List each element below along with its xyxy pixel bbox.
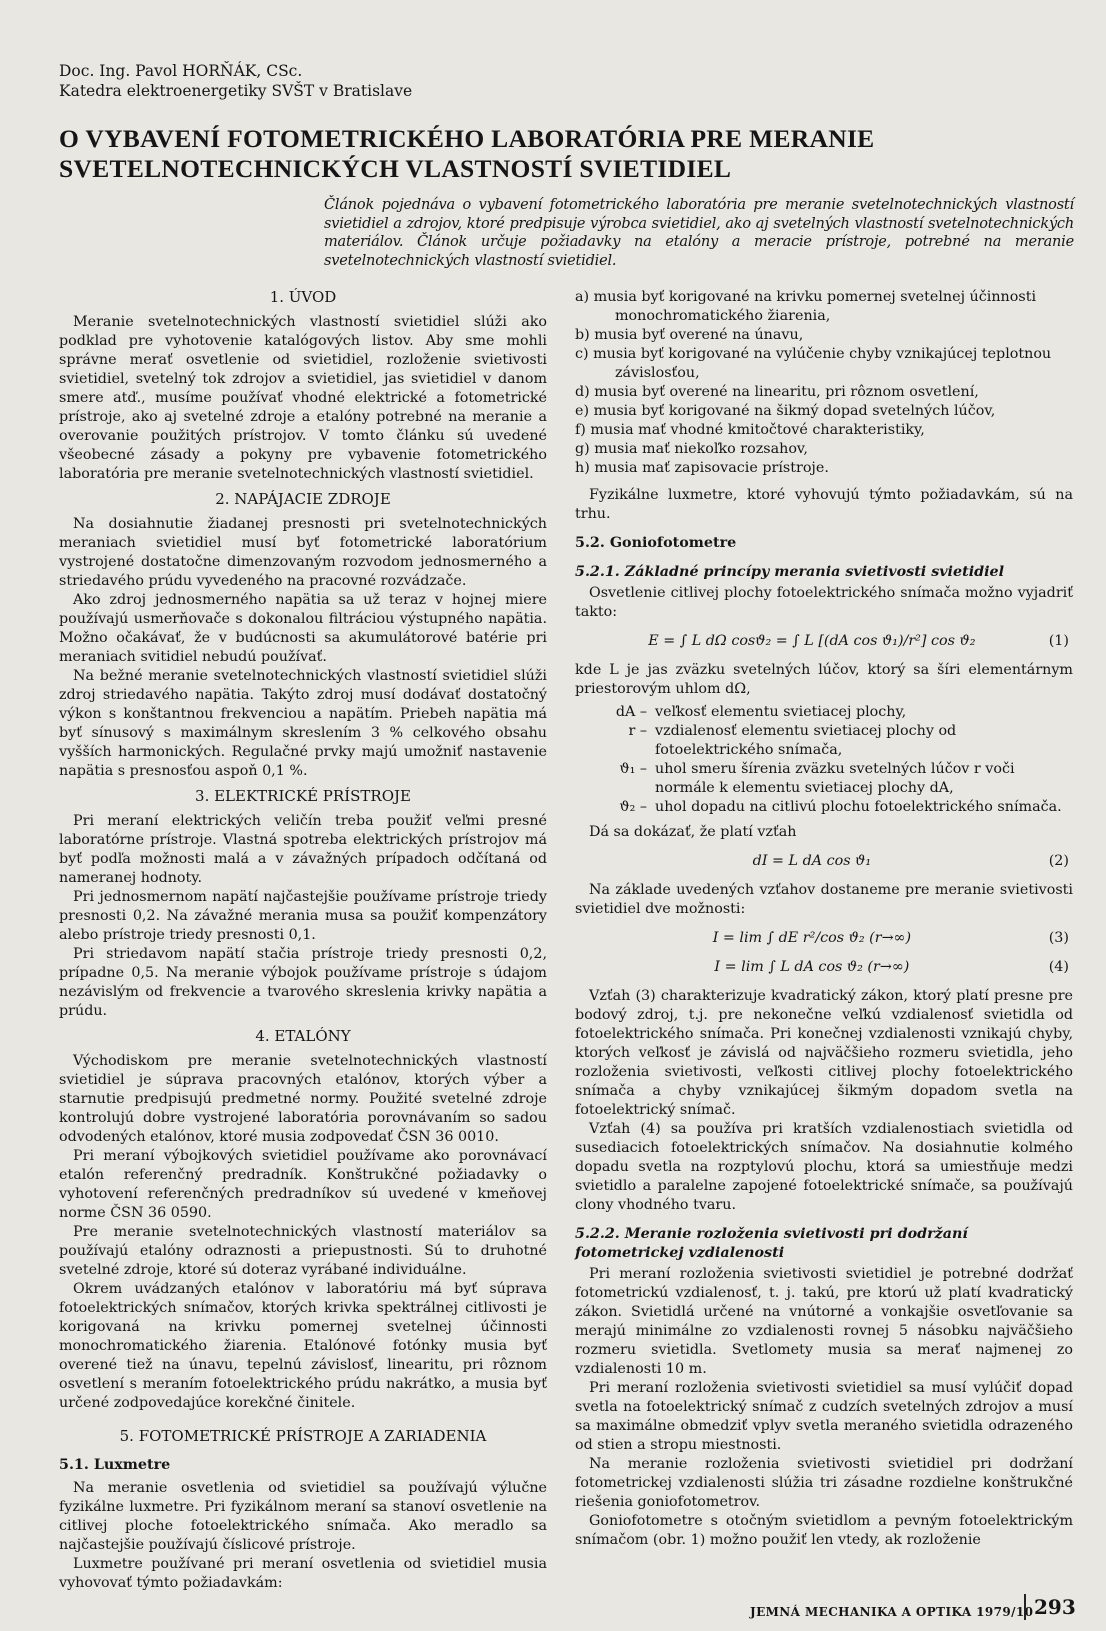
paragraph: Pre meranie svetelnotechnických vlastností materiálov sa používajú etalóny odraznosti a priepustnosti. Sú to druhotné svetelné zdroje, ktoré sú doteraz vyrábané individuálne. <box>59 1224 547 1278</box>
symbol: ϑ₂ – <box>619 799 647 815</box>
equation-4 <box>575 958 1073 977</box>
paragraph: Vzťah (4) sa používa pri kratších vzdialenostiach svietidla od susediacich fotoelektrických snímačov. Na dosiahnutie kolmého dopadu svetla na rozptylovú plochu, ktorá sa umiestňuje medzi svietidlo a paralelne zapojené fotoelektrické snímače, sa používajú clony vhodného tvaru. <box>575 1121 1073 1213</box>
symbol: r – <box>628 723 647 739</box>
paragraph: Luxmetre používané pri meraní osvetlenia od svietidiel musia vyhovovať týmto požiadavkám: <box>59 1556 547 1591</box>
subsection-heading-5-2-1: 5.2.1. Základné princípy merania svietivosti svietidiel <box>575 564 1005 580</box>
subsection-heading-5-2-2: 5.2.2. Meranie rozloženia svietivosti pri dodržaní fotometrickej vzdialenosti <box>575 1226 968 1261</box>
paragraph: Na dosiahnutie žiadanej presnosti pri svetelnotechnických meraniach svietidiel musí byť fotometrické laboratórium vystrojené dostatočne dimenzovaným rozvodom jednosmerného a striedavého prúdu vyvedeného na pracovné rozvádzače. <box>59 516 547 589</box>
list-item: e) musia byť korigované na šikmý dopad svetelných lúčov, <box>575 403 996 419</box>
symbol: ϑ₁ – <box>619 761 647 777</box>
equation-number: (4) <box>1048 959 1069 975</box>
equation-1 <box>575 632 1073 651</box>
equation-body: I = lim ∫ dE r²/cos ϑ₂ (r→∞) <box>712 930 912 946</box>
paragraph: Goniofotometre s otočným svietidlom a pevným fotoelektrickým snímačom (obr. 1) možno použiť len vtedy, ak rozloženie <box>575 1513 1073 1548</box>
paragraph: Pri meraní rozloženia svietivosti svietidiel je potrebné dodržať fotometrickú vzdialenosť, t. j. takú, pre ktorú už platí kvadratický zákon. Svietidlá určené na vnútorné a vonkajšie osvetľovanie sa merajú minimálne zo vzdialenosti rovnej 5 násobku najväčšieho rozmeru svietidla. Svetlomety musia sa merať najmenej zo vzdialenosti 10 m. <box>575 1266 1073 1377</box>
subsection-heading-5-2: 5.2. Goniofotometre <box>575 535 737 551</box>
list-item: a) musia byť korigované na krivku pomernej svetelnej účinnosti monochromatického žiarenia, <box>575 289 1037 324</box>
paragraph: Vzťah (3) charakterizuje kvadratický zákon, ktorý platí presne pre bodový zdroj, t.j. pre nekonečne veľkú vzdialenosť svietidla od fotoelektrického snímača. Pri konečnej vzdialenosti vznikajú chyby, ktorých veľkosť je závislá od najväčšieho rozmeru svietidla, jeho rozloženia svietivosti, veľkosti citlivej plochy fotoelektrického snímača a chyby vznikajúcej šikmým dopadom svetla na fotoelektrický snímač. <box>575 988 1073 1118</box>
author-name: Doc. Ing. Pavol HORŇÁK, CSc. <box>59 62 303 80</box>
paragraph: Dá sa dokázať, že platí vzťah <box>589 824 797 840</box>
symbol-row <box>575 722 1073 760</box>
list-item: d) musia byť overené na linearitu, pri rôznom osvetlení, <box>575 384 979 400</box>
equation-number: (3) <box>1048 930 1069 946</box>
equation-2 <box>575 852 1073 871</box>
requirements-list <box>575 288 1073 478</box>
journal-footer: JEMNÁ MECHANIKA A OPTIKA 1979/10 <box>750 1605 1034 1619</box>
right-column <box>575 288 1073 1550</box>
symbol-row <box>575 703 1073 722</box>
paragraph: Osvetlenie citlivej plochy fotoelektrického snímača možno vyjadriť takto: <box>575 585 1073 620</box>
author-block <box>59 61 412 101</box>
symbol-description: vzdialenosť elementu svietiacej plochy od fotoelektrického snímača, <box>655 723 957 758</box>
equation-number: (2) <box>1048 853 1069 869</box>
left-column <box>59 288 547 1593</box>
list-item: f) musia mať vhodné kmitočtové charakteristiky, <box>575 422 925 438</box>
paragraph: Ako zdroj jednosmerného napätia sa už teraz v hojnej miere používajú usmerňovače s dokonalou filtráciou výstupného napätia. Možno očakávať, že v budúcnosti sa akumulátorové batérie pri meraniach svitidiel nebudú používať. <box>59 592 547 665</box>
equation-3 <box>575 929 1073 948</box>
abstract: Článok pojednáva o vybavení fotometrického laboratória pre meranie svetelnotechnických vlastností svietidiel a zdrojov, ktoré predpisuje výrobca svietidiel, ako aj svetelných vlastností svetelnotechnických materiálov. Článok určuje požiadavky na etalóny a meracie prístroje, potrebné na meranie svetelnotechnických vlastností svietidiel. <box>324 197 1074 269</box>
paragraph: Na meranie rozloženia svietivosti svietidiel pri dodržaní fotometrickej vzdialenosti slúžia tri zásadne rozdielne konštrukčné riešenia goniofotometrov. <box>575 1456 1073 1510</box>
article-title: O VYBAVENÍ FOTOMETRICKÉHO LABORATÓRIA PRE MERANIE SVETELNOTECHNICKÝCH VLASTNOSTÍ SVIETIDIEL <box>59 124 875 183</box>
symbol-definitions <box>575 703 1073 817</box>
paragraph: Pri striedavom napätí stačia prístroje triedy presnosti 0,2, prípadne 0,5. Na meranie výbojok používame prístroje s údajom nezávislým od frekvencie a tvarového skreslenia krivky napätia a prúdu. <box>59 946 547 1019</box>
paragraph: Pri meraní elektrických veličín treba použiť veľmi presné laboratórne prístroje. Vlastná spotreba elektrických prístrojov má byť podľa možnosti malá a v závažných prípadoch odčítaná od nameranej hodnoty. <box>59 813 547 886</box>
symbol-description: uhol smeru šírenia zväzku svetelných lúčov r voči normále k elementu svietiacej plochy dA, <box>655 761 1015 796</box>
section-heading-2: 2. NAPÁJACIE ZDROJE <box>215 490 391 508</box>
list-item: c) musia byť korigované na vylúčenie chyby vznikajúcej teplotnou závislosťou, <box>575 346 1052 381</box>
list-item: g) musia mať niekoľko rozsahov, <box>575 441 808 457</box>
list-item: b) musia byť overené na únavu, <box>575 327 804 343</box>
paragraph: Meranie svetelnotechnických vlastností svietidiel slúži ako podklad pre vyhotovenie katalógových listov. Aby sme mohli správne merať osvetlenie od svietidiel, rozloženie svietivosti svietidiel, svetelný tok zdrojov a svietidiel, jas svietidiel v danom smere atď., musíme používať vhodné elektrické a fotometrické prístroje, ako aj svetelné zdroje a etalóny potrebné na meranie a overovanie použitých prístrojov. V tomto článku sú uvedené všeobecné zásady a pokyny pre vybavenie fotometrického laboratória pre meranie svetelnotechnických vlastností svietidiel. <box>59 314 547 482</box>
paragraph: Pri jednosmernom napätí najčastejšie používame prístroje triedy presnosti 0,2. Na závažné merania musa sa použiť kompenzátory alebo prístroje triedy presnosti 0,1. <box>59 889 547 943</box>
section-heading-5: 5. FOTOMETRICKÉ PRÍSTROJE A ZARIADENIA <box>119 1427 487 1445</box>
equation-number: (1) <box>1048 633 1069 649</box>
paragraph: Pri meraní výbojkových svietidiel používame ako porovnávací etalón referenčný predradník. Konštrukčné požiadavky o vyhotovení referenčných predradníkov sú uvedené v kmeňovej norme ČSN 36 0590. <box>59 1148 547 1221</box>
paragraph: Na meranie osvetlenia od svietidiel sa používajú výlučne fyzikálne luxmetre. Pri fyzikálnom meraní sa stanoví osvetlenie na citlivej ploche fotoelektrického snímača. Ako meradlo sa najčastejšie používajú číslicové prístroje. <box>59 1480 547 1553</box>
list-item: h) musia mať zapisovacie prístroje. <box>575 460 829 476</box>
paragraph: kde L je jas zväzku svetelných lúčov, ktorý sa šíri elementárnym priestorovým uhlom dΩ, <box>575 662 1073 697</box>
symbol: dA – <box>615 704 647 720</box>
section-heading-4: 4. ETALÓNY <box>255 1027 351 1045</box>
paragraph: Východiskom pre meranie svetelnotechnických vlastností svietidiel je súprava pracovných etalónov, ktorých výber a starnutie predpisujú predmetné normy. Použité svetelné zdroje kontrolujú dobre vystrojené laboratória porovnávaním so sadou odvodených etalónov, ktoré musia zodpovedať ČSN 36 0010. <box>59 1053 547 1145</box>
page-number: 293 <box>1024 1594 1076 1620</box>
equation-body: I = lim ∫ L dA cos ϑ₂ (r→∞) <box>714 959 910 975</box>
symbol-description: veľkosť elementu svietiacej plochy, <box>655 704 907 720</box>
subsection-heading-5-1: 5.1. Luxmetre <box>59 1457 171 1473</box>
symbol-row <box>575 760 1073 798</box>
section-heading-3: 3. ELEKTRICKÉ PRÍSTROJE <box>195 787 411 805</box>
section-heading-1: 1. ÚVOD <box>269 288 337 306</box>
equation-body: dI = L dA cos ϑ₁ <box>752 853 872 869</box>
paragraph: Fyzikálne luxmetre, ktoré vyhovujú týmto požiadavkám, sú na trhu. <box>575 487 1073 522</box>
author-affiliation: Katedra elektroenergetiky SVŠT v Bratislave <box>59 82 413 100</box>
equation-body: E = ∫ L dΩ cosϑ₂ = ∫ L [(dA cos ϑ₁)/r²] cos ϑ₂ <box>648 633 976 649</box>
paragraph: Na bežné meranie svetelnotechnických vlastností svietidiel slúži zdroj striedavého napätia. Takýto zdroj musí dodávať dostatočný výkon s konštantnou frekvenciou a napätím. Priebeh napätia má byť sínusový s maximálnym skreslením 3 % celkového obsahu vyšších harmonických. Regulačné prvky majú umožniť nastavenie napätia s presnosťou aspoň 0,1 %. <box>59 668 547 779</box>
symbol-row <box>575 798 1073 817</box>
symbol-description: uhol dopadu na citlivú plochu fotoelektrického snímača. <box>655 799 1062 815</box>
paragraph: Okrem uvádzaných etalónov v laboratóriu má byť súprava fotoelektrických snímačov, ktorých krivka spektrálnej citlivosti je korigovaná na krivku pomernej svetelnej účinnosti monochromatického žiarenia. Etalónové fotónky musia byť overené tiež na únavu, tepelnú závislosť, linearitu, pri rôznom osvetlení s meraním fotoelektrického prúdu nakrátko, a musia byť určené zodpovedajúce korekčné činitele. <box>59 1281 547 1411</box>
paragraph: Pri meraní rozloženia svietivosti svietidiel sa musí vylúčiť dopad svetla na fotoelektrický snímač z cudzích svetelných zdrojov a musí sa maximálne obmedziť vplyv svetla meraného svietidla odrazeného od stien a stropu miestnosti. <box>575 1380 1073 1453</box>
paragraph: Na základe uvedených vzťahov dostaneme pre meranie svietivosti svietidiel dve možnosti: <box>575 882 1073 917</box>
